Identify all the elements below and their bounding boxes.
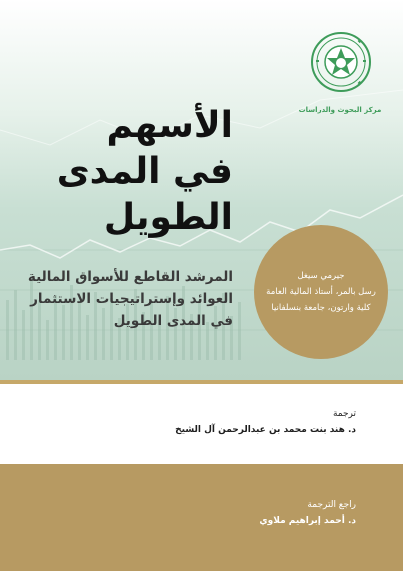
publisher-logo [310,28,372,102]
title-line-1: الأسهم [106,105,233,146]
translator-name: د. هند بنت محمد بن عبدالرحمن آل الشيخ [175,425,356,435]
book-subtitle [3,266,233,332]
subtitle-line-1: المرشد القاطع للأسواق المالية [27,269,233,285]
review-label: راجع الترجمة [307,500,356,510]
translation-credit [20,406,356,438]
subtitle-line-3: في المدى الطويل [113,313,233,329]
title-line-2: في المدى [56,151,233,192]
subtitle-line-2: العوائد وإستراتيجيات الاستثمار [30,291,233,307]
author-affiliation: كلية وارتون، جامعة بنسلفانيا [271,303,371,313]
publisher-caption: مركز البحوث والدراسات [298,106,382,114]
book-title [13,103,233,241]
review-credit [20,497,356,529]
translation-label: ترجمة [332,409,356,419]
title-line-3: الطويل [103,197,233,238]
author-position: رسل بالمر، أستاذ المالية العامة [266,287,376,297]
author-badge [254,225,388,359]
reviewer-name: د. أحمد إبراهيم ملاوي [259,516,356,526]
author-name: جيرمي سيغل [297,271,345,281]
